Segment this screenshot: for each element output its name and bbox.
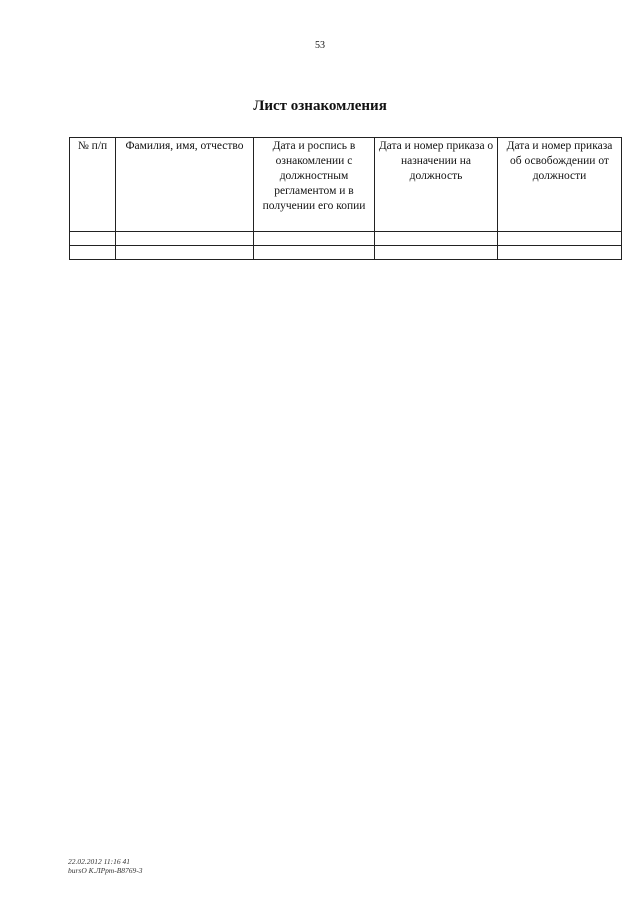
table-cell[interactable] bbox=[254, 232, 375, 246]
acknowledgement-table bbox=[69, 137, 622, 260]
table-cell[interactable] bbox=[375, 232, 498, 246]
table-cell[interactable] bbox=[498, 246, 622, 260]
table-cell[interactable] bbox=[70, 246, 116, 260]
table-cell[interactable] bbox=[254, 246, 375, 260]
header-dismissal-order: Дата и номер приказа об освобождении от должности bbox=[498, 138, 622, 232]
table-row bbox=[70, 232, 622, 246]
table-cell[interactable] bbox=[116, 246, 254, 260]
table-cell[interactable] bbox=[116, 232, 254, 246]
document-title: Лист ознакомления bbox=[253, 98, 387, 114]
footer-document-code: bursO К.ЛРрт-В8769-3 bbox=[68, 866, 143, 875]
header-appointment-order: Дата и номер приказа о назначении на должность bbox=[375, 138, 498, 232]
footer-timestamp: 22.02.2012 11:16 41 bbox=[68, 857, 130, 866]
document-footer bbox=[68, 857, 143, 875]
table-cell[interactable] bbox=[498, 232, 622, 246]
header-full-name: Фамилия, имя, отчество bbox=[116, 138, 254, 232]
table-cell[interactable] bbox=[375, 246, 498, 260]
header-acknowledgement-date-signature: Дата и роспись в ознакомлении с должностным регламентом и в получении его копии bbox=[254, 138, 375, 232]
table-cell[interactable] bbox=[70, 232, 116, 246]
page-number: 53 bbox=[315, 40, 325, 51]
header-number: № п/п bbox=[70, 138, 116, 232]
table-row bbox=[70, 246, 622, 260]
table-header-row bbox=[70, 138, 622, 232]
